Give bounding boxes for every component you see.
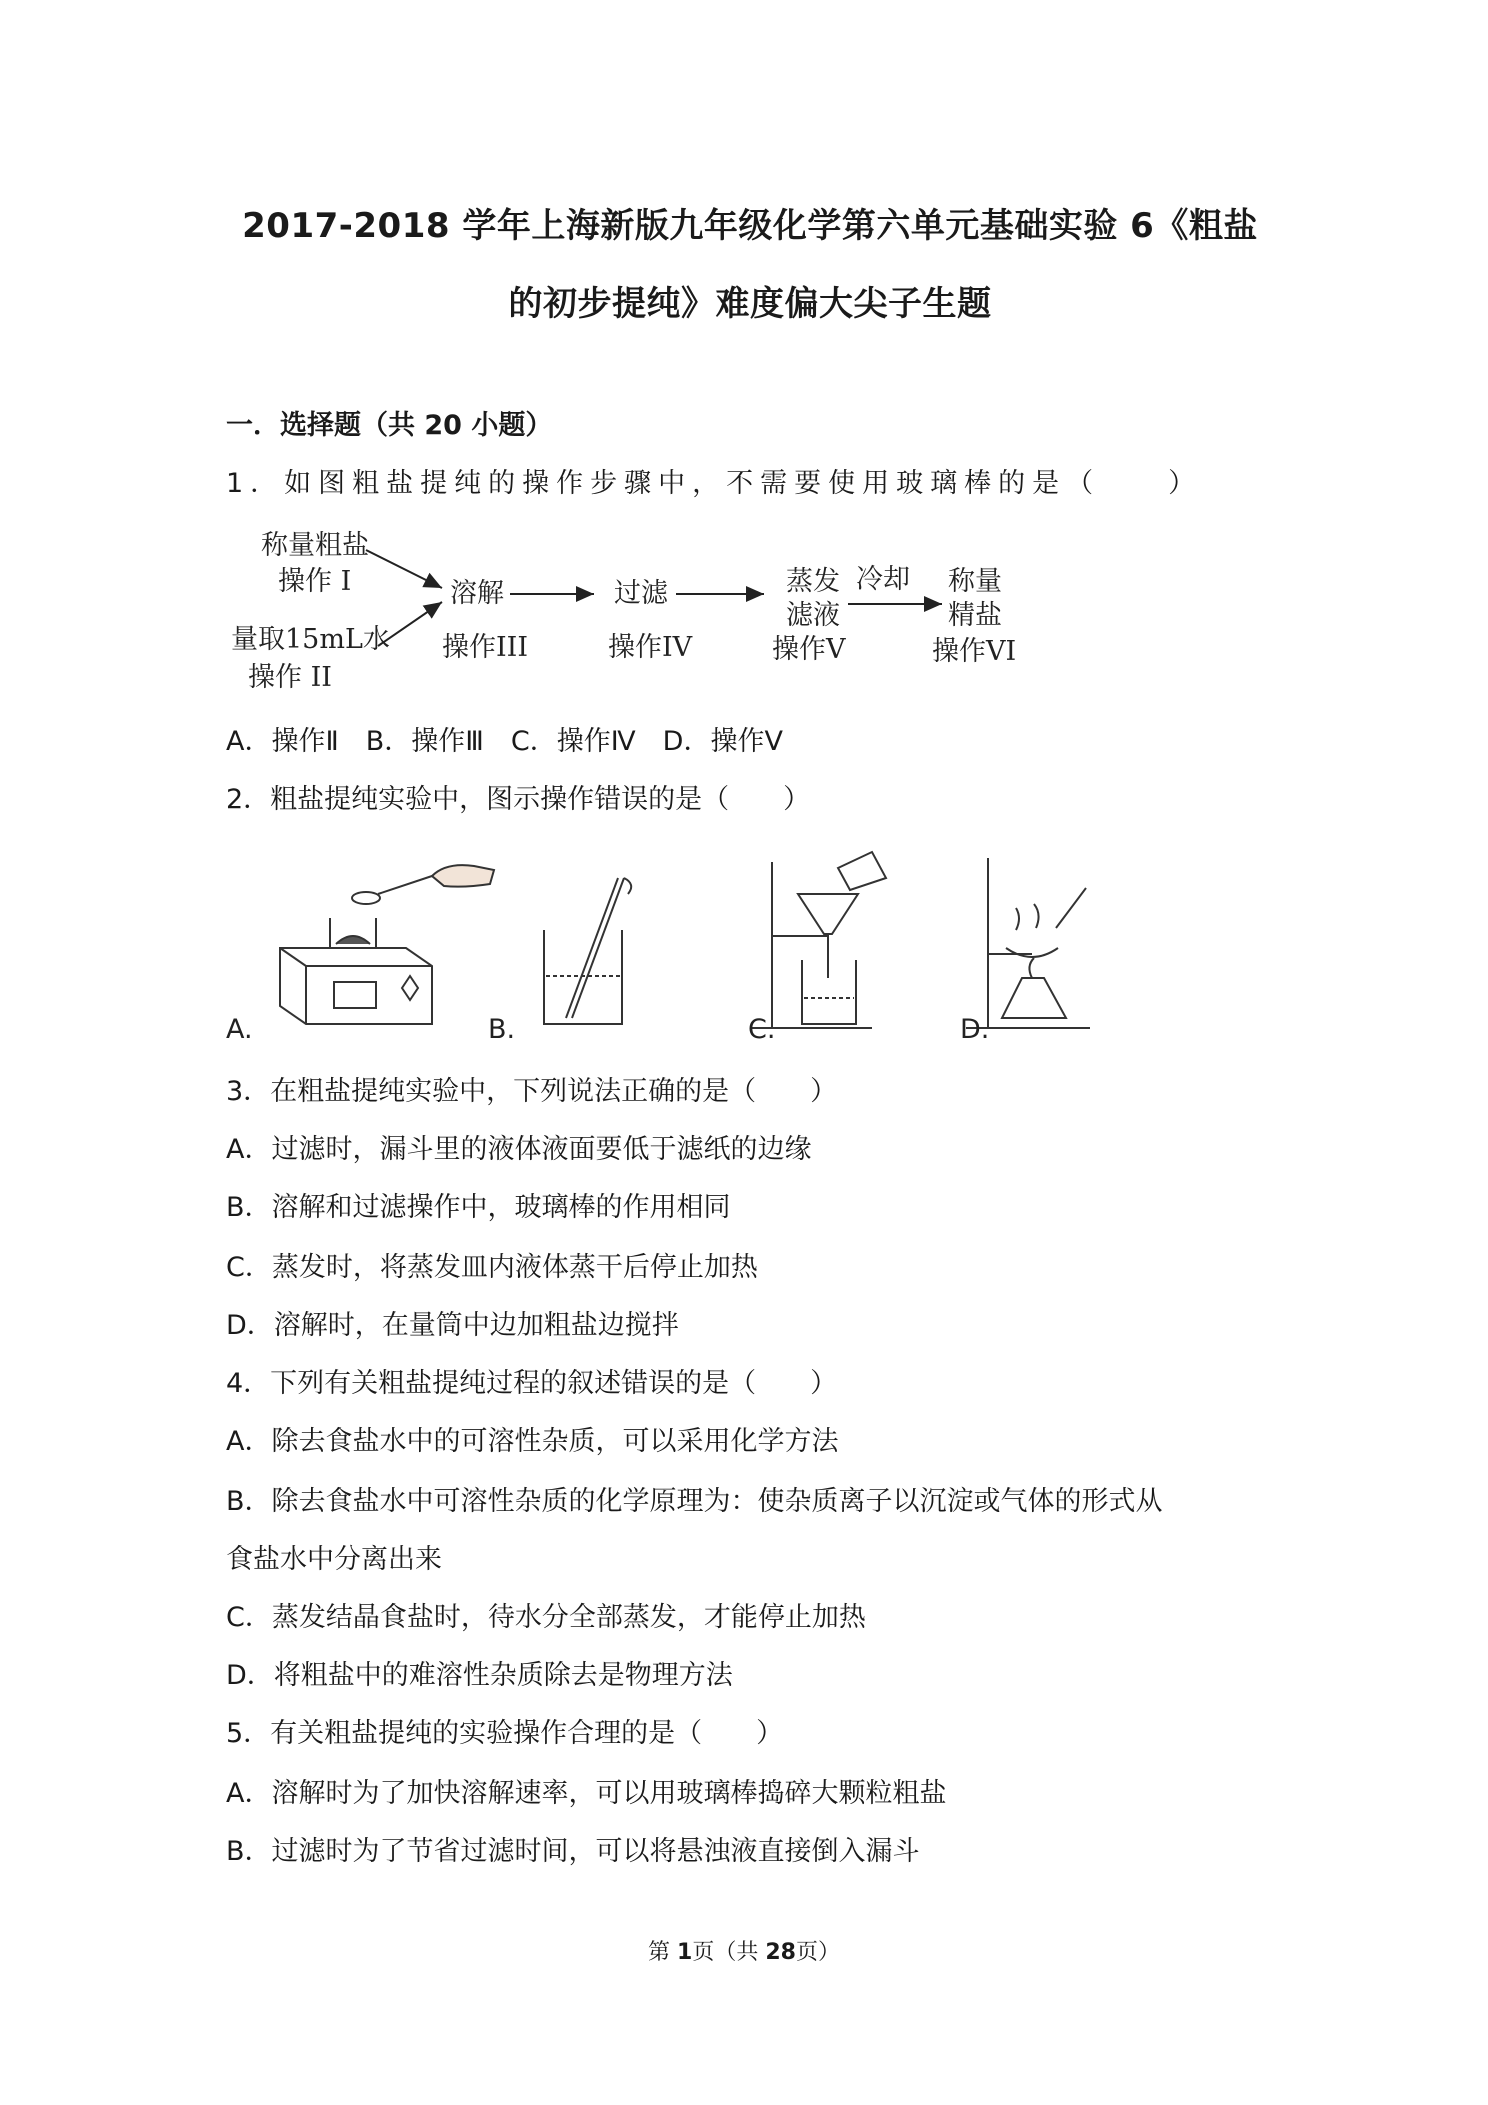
evaporation-illustration: [966, 858, 1090, 1028]
filtration-illustration: [752, 852, 886, 1028]
weighing-illustration: [280, 865, 494, 1024]
option-c-label: C.: [748, 1014, 776, 1045]
question-3-stem: 3．在粗盐提纯实验中，下列说法正确的是（ ）: [226, 1076, 838, 1107]
document-title-line1: 2017-2018 学年上海新版九年级化学第六单元基础实验 6《粗盐: [242, 206, 1258, 246]
op6-name: 称量: [948, 566, 1002, 597]
op4-name: 过滤: [614, 578, 668, 609]
dissolving-illustration: [544, 878, 631, 1024]
op3-label: 操作III: [442, 632, 528, 663]
question-1-stem: 1．如图粗盐提纯的操作步骤中，不需要使用玻璃棒的是（ ）: [226, 468, 1203, 499]
op1-name: 称量粗盐: [261, 530, 369, 561]
option-d-label: D.: [960, 1014, 990, 1045]
op6-label: 操作VI: [932, 636, 1017, 667]
question-4-option-b: B．除去食盐水中可溶性杂质的化学原理为：使杂质离子以沉淀或气体的形式从: [226, 1486, 1163, 1517]
question-4-option-c: C．蒸发结晶食盐时，待水分全部蒸发，才能停止加热: [226, 1602, 866, 1633]
footer-total-pages: 28: [765, 1940, 796, 1965]
op5-name: 蒸发: [786, 566, 840, 597]
op1-label: 操作 I: [278, 566, 352, 597]
op6-name2: 精盐: [948, 600, 1002, 631]
op3-name: 溶解: [450, 578, 504, 609]
cooling-label: 冷却: [856, 564, 910, 595]
op4-label: 操作IV: [608, 632, 693, 663]
op2-label: 操作 II: [248, 662, 332, 693]
question-1-flow-diagram: [226, 518, 1046, 708]
question-2-stem: 2．粗盐提纯实验中，图示操作错误的是（ ）: [226, 784, 811, 815]
document-title-line2: 的初步提纯》难度偏大尖子生题: [508, 284, 992, 324]
question-3-option-a: A．过滤时，漏斗里的液体液面要低于滤纸的边缘: [226, 1134, 812, 1165]
question-1-options: A．操作Ⅱ B．操作Ⅲ C．操作Ⅳ D．操作Ⅴ: [226, 726, 783, 757]
question-4-option-b-cont: 食盐水中分离出来: [226, 1544, 442, 1575]
op2-name: 量取15mL水: [231, 624, 390, 655]
question-4-stem: 4．下列有关粗盐提纯过程的叙述错误的是（ ）: [226, 1368, 838, 1399]
footer-middle: 页（共: [692, 1940, 766, 1965]
op5-label: 操作V: [772, 634, 846, 665]
question-4-option-d: D．将粗盐中的难溶性杂质除去是物理方法: [226, 1660, 733, 1691]
question-3-option-c: C．蒸发时，将蒸发皿内液体蒸干后停止加热: [226, 1252, 758, 1283]
question-5-stem: 5．有关粗盐提纯的实验操作合理的是（ ）: [226, 1718, 784, 1749]
arrow-op1-to-op3: [366, 550, 442, 588]
page-footer: [0, 1935, 1488, 1966]
question-5-option-b: B．过滤时为了节省过滤时间，可以将悬浊液直接倒入漏斗: [226, 1836, 920, 1867]
footer-suffix: 页）: [795, 1940, 840, 1965]
question-3-option-b: B．溶解和过滤操作中，玻璃棒的作用相同: [226, 1192, 731, 1223]
footer-page-number: 1: [677, 1940, 693, 1965]
footer-prefix: 第: [648, 1940, 678, 1965]
op5-name2: 滤液: [786, 600, 840, 631]
section-heading: 一．选择题（共 20 小题）: [226, 410, 553, 441]
question-4-option-a: A．除去食盐水中的可溶性杂质，可以采用化学方法: [226, 1426, 839, 1457]
question-3-option-d: D．溶解时，在量筒中边加粗盐边搅拌: [226, 1310, 679, 1341]
question-5-option-a: A．溶解时为了加快溶解速率，可以用玻璃棒捣碎大颗粒粗盐: [226, 1778, 947, 1809]
option-a-label: A.: [226, 1014, 253, 1045]
question-2-apparatus-figure: [226, 848, 1126, 1048]
option-b-label: B.: [488, 1014, 516, 1045]
